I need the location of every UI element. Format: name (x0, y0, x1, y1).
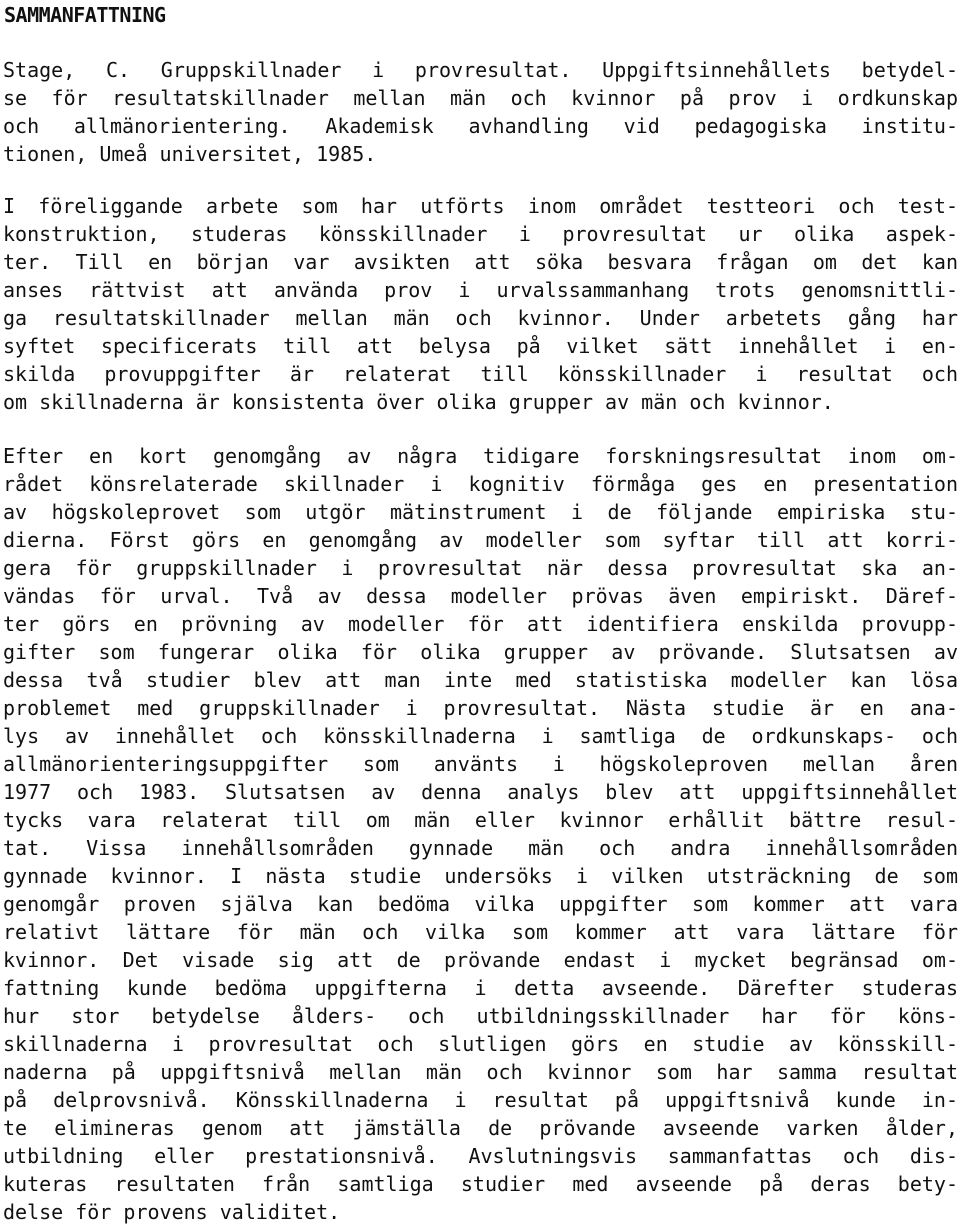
text-line: relativt lättare för män och vilka som kommer att vara lättare för (3, 920, 958, 944)
text-line: anses rättvist att använda prov i urvalssammanhang trots genomsnittli- (3, 278, 958, 302)
text-line: I föreliggande arbete som har utförts inom området testteori och test- (3, 194, 958, 218)
text-line: allmänorienteringsuppgifter som använts i högskoleproven mellan åren (3, 752, 958, 776)
text-line: ter görs en prövning av modeller för att identifiera enskilda provupp- (3, 612, 958, 636)
text-line: delse för provens validitet. (3, 1200, 341, 1224)
text-line: skillnaderna i provresultat och slutligen görs en studie av könsskill- (3, 1032, 958, 1056)
text-line: rådet könsrelaterade skillnader i kognitiv förmåga ges en presentation (3, 472, 958, 496)
text-line: tionen, Umeå universitet, 1985. (3, 142, 377, 166)
text-line: vändas för urval. Två av dessa modeller prövas även empiriskt. Däref- (3, 584, 958, 608)
paragraph-studies (3, 442, 958, 1226)
text-line: gifter som fungerar olika för olika grupper av prövande. Slutsatsen av (3, 640, 958, 664)
text-line: ga resultatskillnader mellan män och kvinnor. Under arbetets gång har (3, 306, 958, 330)
text-line: skilda provuppgifter är relaterat till könsskillnader i resultat och (3, 362, 958, 386)
paragraph-citation (3, 56, 958, 168)
text-line: dessa två studier blev att man inte med statistiska modeller kan lösa (3, 668, 958, 692)
text-line: Stage, C. Gruppskillnader i provresultat. Uppgiftsinnehållets betydel- (3, 58, 958, 82)
text-line: av högskoleprovet som utgör mätinstrument i de följande empiriska stu- (3, 500, 958, 524)
text-line: utbildning eller prestationsnivå. Avslutningsvis sammanfattas och dis- (3, 1144, 958, 1168)
text-line: fattning kunde bedöma uppgifterna i detta avseende. Därefter studeras (3, 976, 958, 1000)
text-line: problemet med gruppskillnader i provresultat. Nästa studie är en ana- (3, 696, 958, 720)
text-line: kvinnor. Det visade sig att de prövande endast i mycket begränsad om- (3, 948, 958, 972)
text-line: Efter en kort genomgång av några tidigare forskningsresultat inom om- (3, 444, 958, 468)
text-line: te elimineras genom att jämställa de prövande avseende varken ålder, (3, 1116, 958, 1140)
text-line: genomgår proven själva kan bedöma vilka uppgifter som kommer att vara (3, 892, 958, 916)
text-line: se för resultatskillnader mellan män och kvinnor på prov i ordkunskap (3, 86, 958, 110)
text-line: 1977 och 1983. Slutsatsen av denna analys blev att uppgiftsinnehållet (3, 780, 958, 804)
text-line: kuteras resultaten från samtliga studier med avseende på deras bety- (3, 1172, 958, 1196)
text-line: dierna. Först görs en genomgång av modeller som syftar till att korri- (3, 528, 958, 552)
text-line: på delprovsnivå. Könsskillnaderna i resultat på uppgiftsnivå kunde in- (3, 1088, 958, 1112)
text-line: hur stor betydelse ålders- och utbildningsskillnader har för köns- (3, 1004, 958, 1028)
text-line: tat. Vissa innehållsområden gynnade män och andra innehållsområden (3, 836, 958, 860)
text-line: konstruktion, studeras könsskillnader i provresultat ur olika aspek- (3, 222, 958, 246)
text-line: lys av innehållet och könsskillnaderna i samtliga de ordkunskaps- och (3, 724, 958, 748)
text-line: naderna på uppgiftsnivå mellan män och kvinnor som har samma resultat (3, 1060, 958, 1084)
text-line: ter. Till en början var avsikten att söka besvara frågan om det kan (3, 250, 958, 274)
text-line: syftet specificerats till att belysa på vilket sätt innehållet i en- (3, 334, 958, 358)
document-heading: SAMMANFATTNING (4, 3, 166, 27)
paragraph-introduction (3, 192, 958, 416)
text-line: gera för gruppskillnader i provresultat när dessa provresultat ska an- (3, 556, 958, 580)
text-line: tycks vara relaterat till om män eller kvinnor erhållit bättre resul- (3, 808, 958, 832)
text-line: och allmänorientering. Akademisk avhandling vid pedagogiska institu- (3, 114, 958, 138)
text-line: om skillnaderna är konsistenta över olika grupper av män och kvinnor. (3, 390, 834, 414)
text-line: gynnade kvinnor. I nästa studie undersöks i vilken utsträckning de som (3, 864, 958, 888)
